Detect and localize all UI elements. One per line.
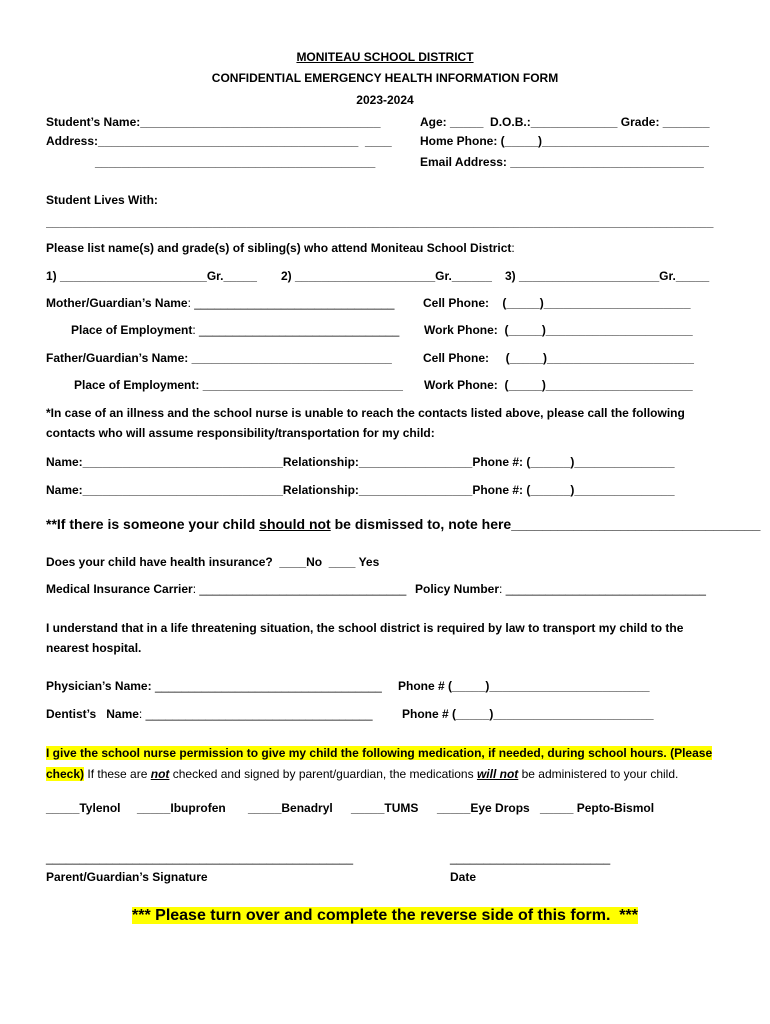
mother-employment-field[interactable] <box>71 322 399 338</box>
age-dob-grade-field[interactable]: Age: _____ D.O.B.:_____________ Grade: _______ <box>420 115 710 129</box>
sibling-2-field[interactable]: 2) _____________________Gr.______ <box>281 269 492 283</box>
physician-phone-field[interactable]: Phone # (_____)________________________ <box>398 679 650 693</box>
medication-note-post: be administered to your child. <box>518 767 679 781</box>
insurance-carrier-blank: : _______________________________ <box>192 582 407 596</box>
mother-employment-blank: : ______________________________ <box>192 323 400 337</box>
lives-with-field[interactable]: ____________________________________________________________________________________________________ <box>46 215 714 229</box>
dentist-name-label: Dentist’s Name <box>46 707 139 721</box>
district-title: MONITEAU SCHOOL DISTRICT <box>296 50 474 64</box>
physician-name-field[interactable] <box>46 678 382 694</box>
dismissal-field[interactable] <box>46 516 760 532</box>
dentist-name-blank: : __________________________________ <box>138 707 373 721</box>
policy-number-field[interactable] <box>415 581 706 597</box>
dismissal-emphasis: should not <box>259 516 331 532</box>
emergency-contact-1-field[interactable]: Name:______________________________Relationship:_________________Phone #: (______)_______________ <box>46 455 675 469</box>
medication-option-benadryl[interactable]: _____Benadryl <box>248 801 333 815</box>
medication-note-not: not <box>150 767 170 781</box>
transport-notice-line1: I understand that in a life threatening situation, the school district is required by law to transport my child to the <box>46 621 684 635</box>
mother-cell-field[interactable]: Cell Phone: (_____)______________________ <box>423 296 691 310</box>
school-year: 2023-2024 <box>356 93 414 107</box>
mother-work-phone-field[interactable]: Work Phone: (_____)______________________ <box>424 323 693 337</box>
dentist-phone-field[interactable]: Phone # (_____)________________________ <box>402 707 654 721</box>
turn-over-notice <box>0 906 770 926</box>
mother-employment-label: Place of Employment <box>71 323 193 337</box>
mother-name-blank: : ______________________________ <box>187 296 395 310</box>
transport-notice-line2: nearest hospital. <box>46 641 142 655</box>
student-name-field[interactable]: Student’s Name:____________________________________ <box>46 115 381 129</box>
father-name-field[interactable]: Father/Guardian’s Name: ______________________________ <box>46 351 392 365</box>
medication-option-tylenol[interactable]: _____Tylenol <box>46 801 121 815</box>
medication-option-eye-drops[interactable]: _____Eye Drops <box>437 801 530 815</box>
medication-note-pre: If these are <box>84 767 151 781</box>
physician-name-label: Physician’s Name: <box>46 679 155 693</box>
date-field[interactable]: ________________________ <box>450 851 611 865</box>
sibling-3-field[interactable]: 3) _____________________Gr._____ <box>505 269 710 283</box>
physician-name-blank: __________________________________ <box>154 679 382 693</box>
siblings-prompt-text: Please list name(s) and grade(s) of sibling(s) who attend Moniteau School District <box>46 241 512 255</box>
address-field-line2[interactable]: __________________________________________ <box>95 155 376 169</box>
insurance-question-field[interactable]: Does your child have health insurance? ____No ____ Yes <box>46 555 380 569</box>
siblings-prompt-colon: : <box>511 241 515 255</box>
dismissal-blank: ________________________________ <box>511 516 761 532</box>
sibling-1-field[interactable]: 1) ______________________Gr._____ <box>46 269 257 283</box>
siblings-prompt <box>46 240 515 256</box>
form-title: CONFIDENTIAL EMERGENCY HEALTH INFORMATION FORM <box>211 71 559 85</box>
turn-over-highlight: *** Please turn over and complete the reverse side of this form. *** <box>132 907 638 924</box>
dismissal-text-pre: **If there is someone your child <box>46 516 260 532</box>
mother-name-label: Mother/Guardian’s Name <box>46 296 188 310</box>
medication-note-mid: checked and signed by parent/guardian, the medications <box>169 767 477 781</box>
medication-option-tums[interactable]: _____TUMS <box>351 801 419 815</box>
policy-number-label: Policy Number <box>415 582 500 596</box>
medication-option-ibuprofen[interactable]: _____Ibuprofen <box>137 801 226 815</box>
insurance-carrier-field[interactable] <box>46 581 406 597</box>
home-phone-field[interactable]: Home Phone: (_____)_________________________ <box>420 134 709 148</box>
emergency-note-line2: contacts who will assume responsibility/transportation for my child: <box>46 426 435 440</box>
medication-check-highlight: check) <box>46 767 85 781</box>
father-employment-field[interactable]: Place of Employment: ______________________________ <box>74 378 403 392</box>
medication-note-will-not: will not <box>476 767 519 781</box>
signature-label: Parent/Guardian’s Signature <box>46 870 208 884</box>
insurance-carrier-label: Medical Insurance Carrier <box>46 582 193 596</box>
father-work-phone-field[interactable]: Work Phone: (_____)______________________ <box>424 378 693 392</box>
emergency-note-line1: *In case of an illness and the school nurse is unable to reach the contacts listed above, please call the following <box>46 406 685 420</box>
dismissal-text-post: be dismissed to, note here <box>330 516 512 532</box>
address-field[interactable]: Address:_______________________________________ ____ <box>46 134 392 148</box>
lives-with-label: Student Lives With: <box>46 193 158 207</box>
father-cell-field[interactable]: Cell Phone: (_____)______________________ <box>423 351 694 365</box>
dentist-name-field[interactable] <box>46 706 373 722</box>
email-field[interactable]: Email Address: _____________________________ <box>420 155 704 169</box>
mother-name-field[interactable] <box>46 295 394 311</box>
policy-number-blank: : ______________________________ <box>499 582 706 596</box>
medication-permission-highlight: I give the school nurse permission to give my child the following medication, if needed, during school hours. (Please <box>46 746 713 760</box>
medication-permission-line1 <box>46 745 712 761</box>
signature-field[interactable]: ______________________________________________ <box>46 851 353 865</box>
emergency-contact-2-field[interactable]: Name:______________________________Relationship:_________________Phone #: (______)_______________ <box>46 483 675 497</box>
medication-permission-line2 <box>46 766 678 782</box>
date-label: Date <box>450 870 477 884</box>
medication-option-pepto-bismol[interactable]: _____ Pepto-Bismol <box>540 801 655 815</box>
